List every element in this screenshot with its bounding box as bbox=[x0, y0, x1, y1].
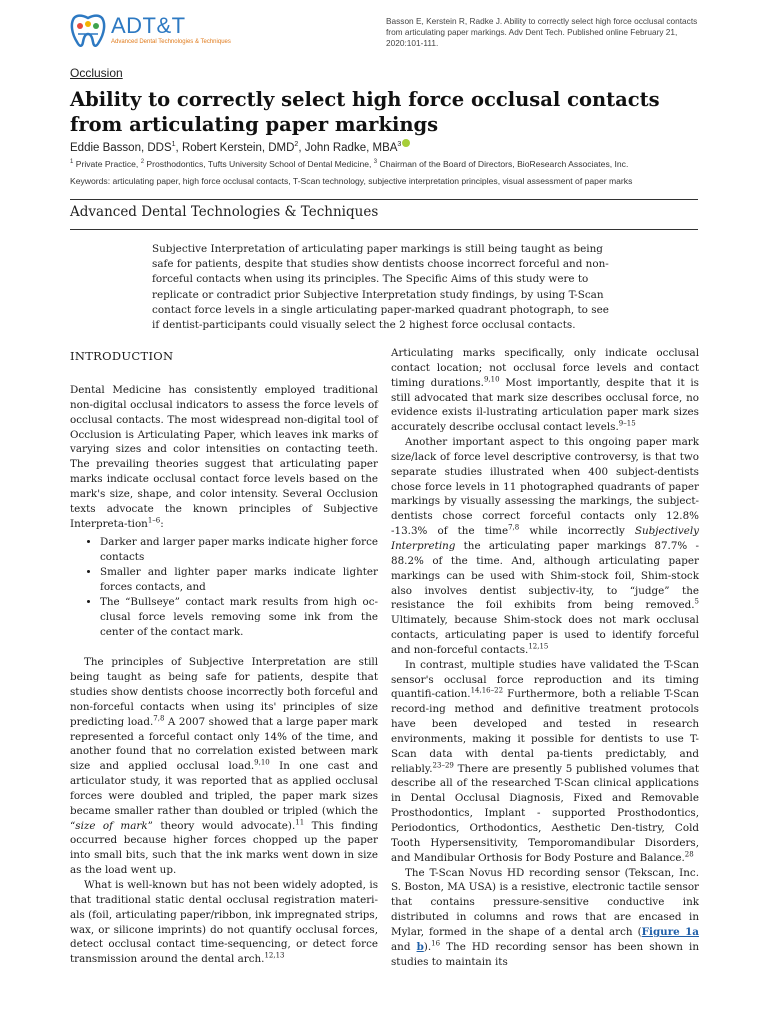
text: the articulating paper markings 87.7% - 88.2% of the time. And, although articulating paper markings can be used with Shim-stock foil, Shim-stock also involves dentist subjectiv-ity, to “judge” the resistance the foil exhibits from being removed. bbox=[391, 539, 699, 612]
divider bbox=[70, 199, 698, 200]
text: In contrast, multiple studies have validated the T-Scan sensor's occlusal force reproduction and its timing quantifi-cation. bbox=[391, 658, 699, 701]
text: The HD recording sensor has been shown in studies to maintain its bbox=[391, 940, 699, 968]
paragraph bbox=[70, 655, 378, 878]
citation-ref[interactable]: 16 bbox=[431, 939, 441, 948]
text: In one cast and articulator study, it was reported that as applied occlusal forces were doubled and tripled, the paper mark sizes became smaller rather than doubled or tripled (which the “ bbox=[70, 760, 378, 832]
text: and bbox=[391, 940, 417, 953]
paragraph bbox=[70, 383, 378, 531]
divider bbox=[70, 229, 698, 230]
logo-name: ADT&T bbox=[111, 13, 186, 38]
figure-link[interactable]: Figure 1a bbox=[641, 925, 699, 938]
text: The principles of Subjective Interpretation are still being taught as being safe for patients, despite that studies show dentists choose incorrectly both forceful and non-forceful contacts when using its' principles of size predicting load. bbox=[70, 656, 378, 728]
affiliation-marker: 3 bbox=[373, 159, 378, 166]
bullet-list bbox=[70, 535, 378, 639]
body-column-right bbox=[391, 346, 699, 969]
affiliation-marker: 3 bbox=[397, 141, 402, 149]
paragraph bbox=[391, 435, 699, 658]
text: What is well-known but has not been widely adopted, is that traditional static dental occlusal registration materi-als (foil, articulating paper/ribbon, ink impregnated strips, wax, or silicone imprints) do not quantify occlusal forces, detect occlusal contact time-sequencing, or detect force transmission around the dental arch. bbox=[70, 879, 378, 966]
citation-ref[interactable]: 9,10 bbox=[254, 758, 270, 767]
tooth-logo-icon bbox=[68, 12, 108, 52]
citation-ref[interactable]: 7,8 bbox=[508, 523, 520, 532]
author-name: Robert Kerstein, DMD bbox=[181, 142, 295, 154]
body-column-left bbox=[70, 345, 378, 967]
author-name: Eddie Basson, DDS bbox=[70, 142, 172, 154]
citation-ref[interactable]: 23–29 bbox=[432, 761, 454, 770]
affiliation-marker: 1 bbox=[70, 159, 74, 166]
list-item: • Smaller and lighter paper marks indicate lighter forces contacts, and bbox=[100, 565, 378, 595]
paragraph bbox=[391, 346, 699, 435]
paragraph bbox=[391, 658, 699, 866]
figure-link[interactable]: b bbox=[416, 940, 424, 953]
citation-ref[interactable]: 12,13 bbox=[264, 951, 285, 960]
list-item: • Darker and larger paper marks indicate higher force contacts bbox=[100, 535, 378, 565]
text: There are presently 5 published volumes that describe all of the researched T-Scan clinical applications in Dental Occlusal Diagnosis, Fixed and Removable Prosthodontics, Implant - supported Prosthodontics, Periodontics, Orthodontics, Aesthetic Den-tistry, Cold Tooth Hypersensitivity, Temporomandibular Disorders, and Mandibular Orthosis for Body Posture and Balance. bbox=[391, 762, 699, 864]
citation-ref[interactable]: 28 bbox=[684, 850, 694, 859]
keywords: Keywords: articulating paper, high force occlusal contacts, T-Scan technology, subjective interpretation principles, visual assessment of paper marks bbox=[70, 176, 633, 186]
text: Most importantly, despite that it is still advocated that mark size describes occlusal force, no evidence exists il-lustrating articulation paper mark sizes accurately describe occlusal contact levels. bbox=[391, 376, 699, 434]
abstract bbox=[152, 242, 618, 333]
text: ” theory would advocate). bbox=[147, 819, 296, 832]
article-title: Ability to correctly select high force occlusal contacts from articulating paper markings bbox=[70, 88, 660, 136]
text: Dental Medicine has consistently employed traditional non-digital occlusal indicators to assess the force levels of occlusal contacts. The most widespread non-digital tool of Occlusion is Articulating Paper, which leaves ink marks of varying sizes and color intensities on contacting teeth. The prevailing theories suggest that articulating paper marks indicate occlusal contact force levels based on the mark's size, shape, and color intensity. Several Occlusion texts advocate the known principles of Subjective Interpreta-tion bbox=[70, 384, 378, 530]
citation-ref[interactable]: 14,16–22 bbox=[470, 686, 504, 695]
text: Furthermore, both a reliable T-Scan record-ing method and definitive treatment protocols have been developed and tested in research environments, making it possible for dentists to use T-Scan data with dental pa-tients predictably, and reliably. bbox=[391, 688, 699, 775]
paragraph bbox=[70, 878, 378, 967]
logo-tagline: Advanced Dental Technologies & Techniques bbox=[111, 39, 231, 45]
citation-ref[interactable]: 1–6 bbox=[147, 516, 161, 525]
section-link[interactable]: Occlusion bbox=[70, 66, 123, 80]
section-heading: INTRODUCTION bbox=[70, 349, 174, 363]
text: This finding occurred because higher forces chopped up the paper into small bits, such that the ink marks went down in size as the load went up. bbox=[70, 819, 379, 877]
citation-ref[interactable]: 7,8 bbox=[153, 714, 165, 723]
author-name: John Radke, MBA bbox=[304, 142, 398, 154]
text: ). bbox=[423, 940, 432, 953]
affiliations bbox=[70, 159, 628, 169]
emphasis: size of mark bbox=[75, 819, 148, 832]
affiliation-text: Prosthodontics, Tufts University School of Dental Medicine, bbox=[144, 159, 374, 169]
citation-ref[interactable]: 9,10 bbox=[483, 375, 500, 384]
text: A 2007 showed that a large paper mark represented a forceful contact only 14% of the time, and another found that no correlation existed between mark size and applied occlusal load. bbox=[70, 715, 379, 773]
citation-ref[interactable]: 11 bbox=[295, 818, 305, 827]
text: Articulating marks specifically, only indicate occlusal contact location; not occlusal force levels and contact timing durations. bbox=[391, 347, 699, 389]
citation-ref[interactable]: 5 bbox=[694, 597, 699, 606]
text: : bbox=[160, 517, 164, 530]
emphasis: Subjectively Interpreting bbox=[391, 525, 699, 552]
abstract-text: Subjective Interpretation of articulating paper markings is still being taught as being safe for patients, despite that studies show dentists choose incorrect forceful and non-forceful contacts when using its principles. The Specific Aims of this study were to replicate or contradict prior Subjective Interpretation study findings, by using T-Scan contact force levels in a single articulating paper-marked quadrant photograph, to see if dentist-participants could visually select the 2 highest force occlusal contacts. bbox=[152, 243, 609, 332]
text: Ultimately, because Shim-stock does not mark occlusal contacts, articulating paper is used to identify forceful and non-forceful contacts. bbox=[391, 614, 699, 656]
affiliation-text: Private Practice, bbox=[73, 159, 141, 169]
citation-ref[interactable]: 9–15 bbox=[618, 419, 636, 428]
text: Another important aspect to this ongoing paper mark size/lack of force level descriptive controversy, is that two separate studies illustrated when 400 subject-dentists chose force levels in 11 photographed quadrants of paper markings by visually assessing the markings, the subject-dentists chose correct forceful contacts only 12.8% -13.3% of the time bbox=[391, 436, 699, 538]
citation: Basson E, Kerstein R, Radke J. Ability to correctly select high force occlusal contacts from articulating paper markings. Adv Dent Tech. Published online February 21, 2020:101-111. bbox=[386, 16, 698, 48]
citation-ref[interactable]: 12,15 bbox=[528, 642, 549, 651]
affiliation-marker: 2 bbox=[140, 159, 145, 166]
text: The T-Scan Novus HD recording sensor (Tekscan, Inc. S. Boston, MA USA) is a resistive, electronic tactile sensor that contains pressure-sensitive conductive ink distributed in columns and rows that are encased in Mylar, formed in the shape of a dental arch ( bbox=[391, 866, 699, 938]
affiliation-marker: 1 bbox=[171, 141, 176, 149]
paragraph bbox=[391, 866, 699, 970]
orcid-icon[interactable] bbox=[402, 139, 410, 147]
journal-logo bbox=[68, 12, 268, 52]
author-list: Eddie Basson, DDS$^1$, Robert Kerstein, DMD$^2$, John Radke, MBA$^3$ bbox=[70, 139, 410, 154]
text: while incorrectly bbox=[519, 525, 635, 538]
affiliation-text: Chairman of the Board of Directors, BioResearch Associates, Inc. bbox=[377, 159, 629, 169]
journal-name: Advanced Dental Technologies & Techniques bbox=[70, 204, 379, 220]
affiliation-marker: 2 bbox=[294, 141, 299, 149]
list-item: • The “Bullseye” contact mark results from high oc-clusal force levels removing some ink from the center of the contact mark. bbox=[100, 595, 378, 640]
